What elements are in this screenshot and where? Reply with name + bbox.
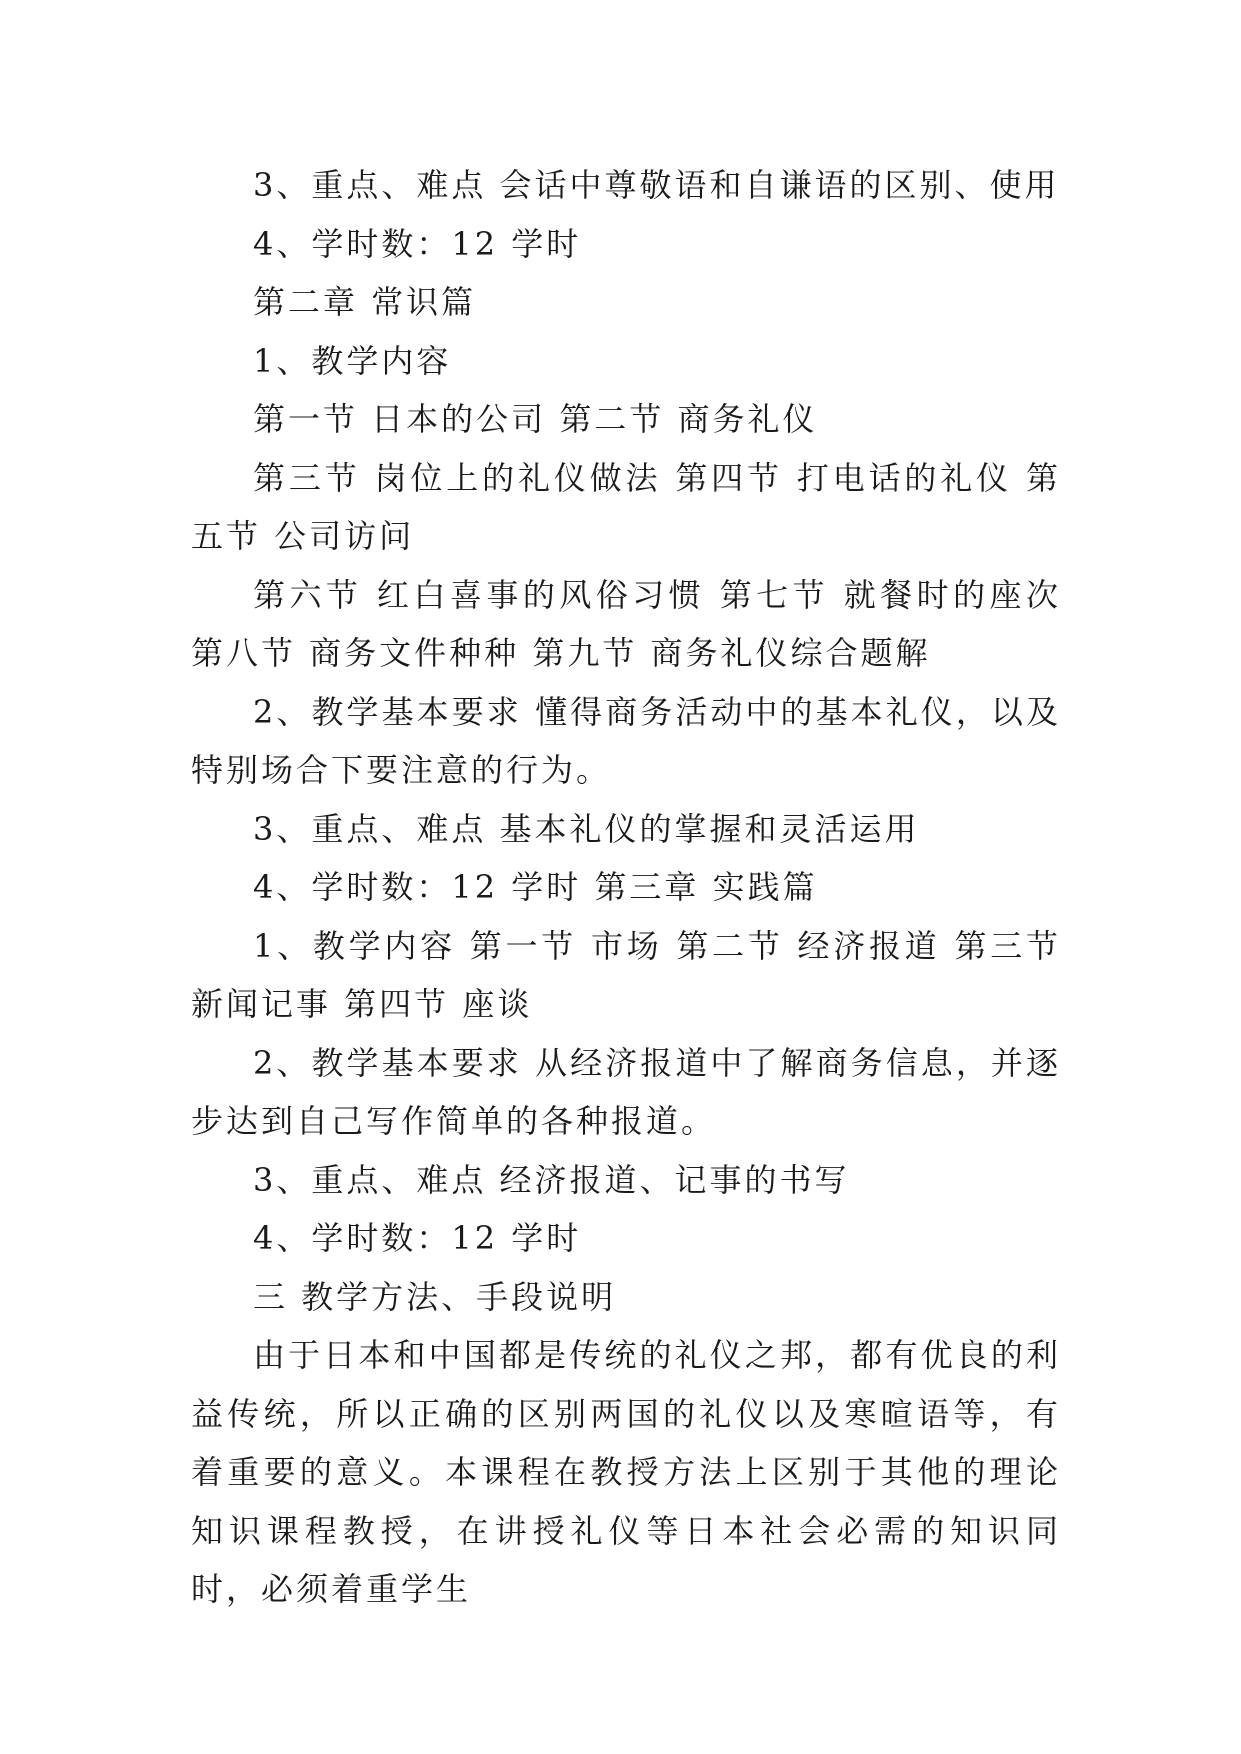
paragraph-teaching-methods: 由于日本和中国都是传统的礼仪之邦，都有优良的利益传统，所以正确的区别两国的礼仪以及寒暄语等，有着重要的意义。本课程在教授方法上区别于其他的理论知识课程教授，在讲授礼仪等日本社会必需的知识同时，必须着重学生 [191,1336,1061,1608]
paragraph-ch1-hours: 4、学时数：12 学时 [253,224,582,263]
document-body [191,156,1061,1619]
paragraph-ch3-hours: 4、学时数：12 学时 [253,1219,582,1257]
paragraph-ch2-sections-3: 第六节 红白喜事的风俗习惯 第七节 就餐时的座次 第八节 商务文件种种 第九节 商务礼仪综合题解 [191,575,1061,672]
paragraph-ch2-key-points: 3、重点、难点 基本礼仪的掌握和灵活运用 [253,809,920,848]
paragraph-ch3-requirements: 2、教学基本要求 从经济报道中了解商务信息，并逐步达到自己写作简单的各种报道。 [191,1043,1061,1140]
paragraph-ch2-sections-1: 第一节 日本的公司 第二节 商务礼仪 [253,400,818,438]
paragraph-ch2-hours-ch3-heading: 4、学时数：12 学时 第三章 实践篇 [253,868,818,906]
paragraph-ch3-content: 1、教学内容 第一节 市场 第二节 经济报道 第三节 新闻记事 第四节 座谈 [191,926,1061,1023]
paragraph-ch2-content-label: 1、教学内容 [253,341,452,380]
paragraph-ch3-key-points: 3、重点、难点 经济报道、记事的书写 [253,1160,850,1199]
section-heading-teaching-methods: 三 教学方法、手段说明 [253,1277,617,1316]
chapter-heading-2: 第二章 常识篇 [253,283,477,321]
paragraph-ch1-key-points: 3、重点、难点 会话中尊敬语和自谦语的区别、使用 [253,166,1060,204]
paragraph-ch2-sections-2: 第三节 岗位上的礼仪做法 第四节 打电话的礼仪 第五节 公司访问 [191,458,1061,555]
paragraph-ch2-requirements: 2、教学基本要求 懂得商务活动中的基本礼仪，以及特别场合下要注意的行为。 [191,692,1061,789]
